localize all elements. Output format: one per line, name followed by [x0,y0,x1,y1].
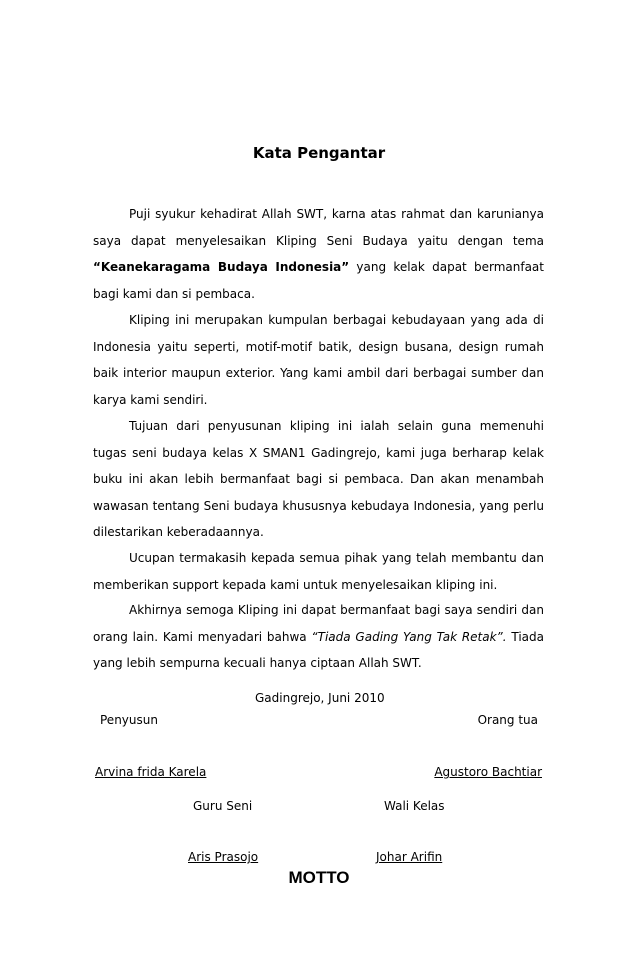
signer-role-bottom-left: Guru Seni [193,799,253,813]
paragraph-1-theme: “Keanekaragama Budaya Indonesia” [93,260,350,274]
signer-role-bottom-right: Wali Kelas [384,799,445,813]
paragraph-4 [93,545,544,598]
paragraph-5-quote: “Tiada Gading Yang Tak Retak”. [311,629,507,644]
paragraph-2-text: Kliping ini merupakan kumpulan berbagai kebudayaan yang ada di Indonesia yaitu seperti, motif-motif batik, design busana, design rumah baik interior maupun exterior. Yang kami ambil dari berbagai sumber dan karya kami sendiri. [93,313,544,407]
paragraph-5 [93,597,544,677]
paragraph-3-text: Tujuan dari penyusunan kliping ini ialah selain guna memenuhi tugas seni budaya kelas X SMAN1 Gadingrejo, kami juga berharap kelak buku ini akan lebih bermanfaat bagi si pembaca. Dan akan menambah wawasan tentang Seni budaya khususnya kebudaya Indonesia, yang perlu dilestarikan keberadaannya. [93,419,544,539]
paragraph-4-text: Ucupan termakasih kepada semua pihak yang telah membantu dan memberikan support kepada kami untuk menyelesaikan kliping ini. [93,551,544,592]
signer-name-left: Arvina frida Karela [95,765,207,779]
paragraph-1-text-end: yang kelak dapat bermanfaat bagi kami dan si pembaca. [93,260,544,301]
paragraph-1-text: Puji syukur kehadirat Allah SWT, karna atas rahmat dan karunianya saya dapat menyelesaikan Kliping Seni Budaya yaitu dengan tema [93,207,544,248]
page-title: Kata Pengantar [252,144,386,162]
paragraph-3 [93,413,544,546]
paragraph-5-text-end: Tiada yang lebih sempurna kecuali hanya ciptaan Allah SWT. [93,629,544,670]
place-date: Gadingrejo, Juni 2010 [255,691,385,705]
paragraph-1 [93,201,544,307]
signer-name-bottom-left: Aris Prasojo [188,850,259,864]
signer-role-right: Orang tua [477,713,538,727]
paragraph-5-text: Akhirnya semoga Kliping ini dapat bermanfaat bagi saya sendiri dan orang lain. Kami menyadari bahwa [93,603,544,644]
signer-role-left: Penyusun [100,713,158,727]
signer-name-bottom-right: Johar Arifin [376,850,443,864]
paragraph-2 [93,307,544,413]
motto-heading: MOTTO [288,868,350,887]
signer-name-right: Agustoro Bachtiar [434,765,542,779]
